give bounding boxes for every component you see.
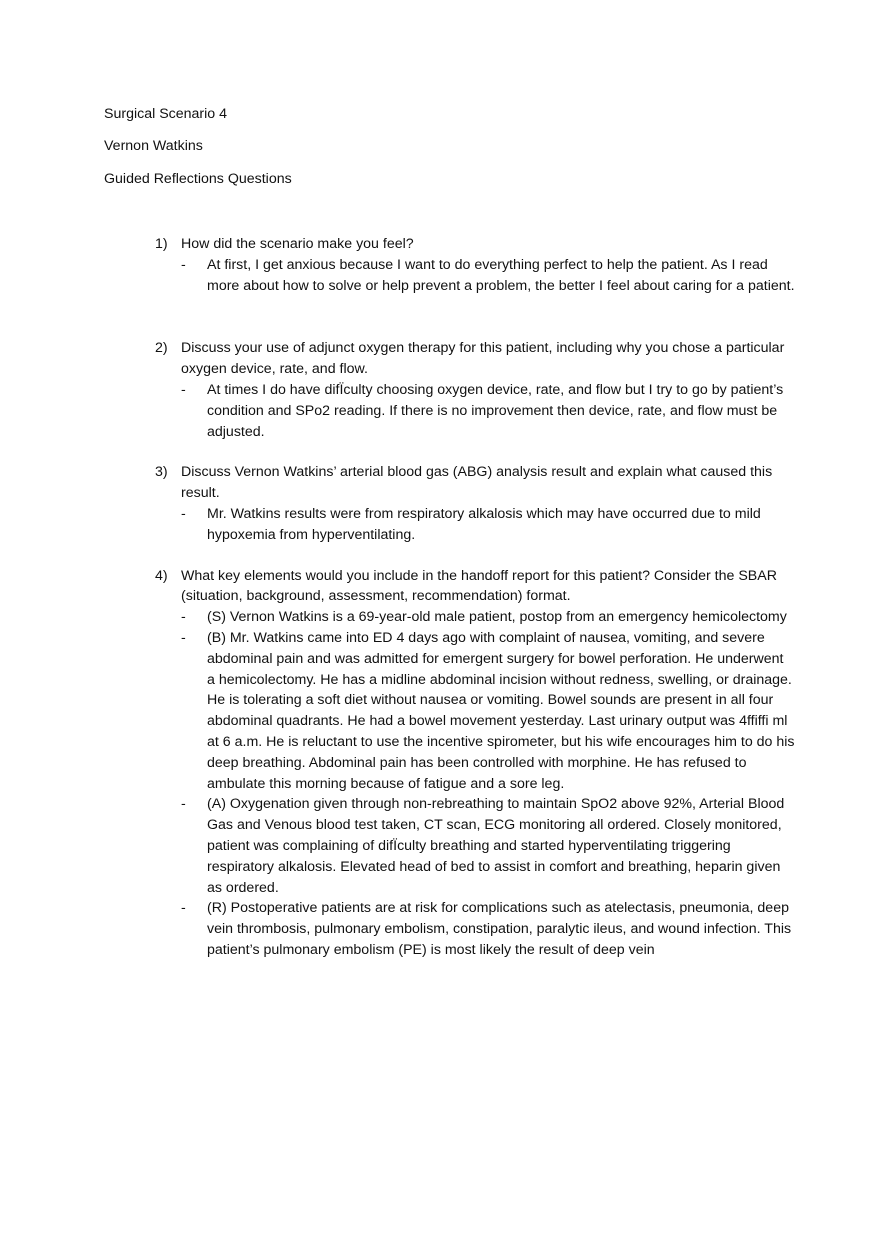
question-item: [155, 338, 795, 442]
answer-text: (B) Mr. Watkins came into ED 4 days ago with complaint of nausea, vomiting, and severe abdominal pain and was admitted for emergent surgery for bowel perforation. He underwent a hemicolectomy. He has a midline abdominal incision without redness, swelling, or drainage. He is tolerating a soft diet without nausea or vomiting. Bowel sounds are present in all four abdominal quadrants. He had a bowel movement yesterday. Last urinary output was 4ffiffi ml at 6 a.m. He is reluctant to use the incentive spirometer, but his wife encourages him to do his deep breathing. Abdominal pain has been controlled with morphine. He has refused to ambulate this morning because of fatigue and a sore leg.: [207, 629, 795, 792]
answer-dash: -: [181, 900, 186, 917]
answer-item: [155, 504, 795, 546]
question-text: What key elements would you include in the handoff report for this patient? Consider the SBAR (situation, background, assessment, recommendation) format.: [181, 567, 777, 605]
question-row: [155, 234, 795, 255]
question-item: [155, 462, 795, 545]
question-item: [155, 234, 795, 296]
document-title: Surgical Scenario 4: [104, 106, 228, 122]
question-list: [155, 234, 795, 961]
answer-item: [155, 794, 795, 898]
answer-text: At times I do have difÏculty choosing oxygen device, rate, and flow but I try to go by patient’s condition and SPo2 reading. If there is no improvement then device, rate, and flow must be adjusted.: [207, 381, 784, 440]
answer-dash: -: [181, 796, 186, 813]
answer-item: [155, 898, 795, 960]
question-number: 2): [155, 340, 168, 357]
answer-dash: -: [181, 256, 186, 273]
question-text: Discuss Vernon Watkins’ arterial blood gas (ABG) analysis result and explain what caused this result.: [181, 464, 773, 502]
spacer: [155, 442, 795, 462]
answer-list: [155, 607, 795, 961]
answer-list: [155, 504, 795, 546]
answer-text: (R) Postoperative patients are at risk for complications such as atelectasis, pneumonia, deep vein thrombosis, pulmonary embolism, constipation, paralytic ileus, and wound infection. This patient’s pulmonary embolism (PE) is most likely the result of deep vein: [207, 900, 792, 958]
question-number: 3): [155, 464, 168, 481]
answer-text: (A) Oxygenation given through non-rebreathing to maintain SpO2 above 92%, Arterial Blood Gas and Venous blood test taken, CT scan, ECG monitoring all ordered. Closely monitored, patient was complaining of difÏculty breathing and started hyperventilating triggering respiratory alkalosis. Elevated head of bed to assist in comfort and breathing, heparin given as ordered.: [207, 796, 785, 896]
question-row: [155, 338, 795, 380]
answer-item: [155, 380, 795, 442]
question-row: [155, 566, 795, 608]
question-text: How did the scenario make you feel?: [181, 236, 414, 252]
answer-dash: -: [181, 609, 186, 626]
question-item: [155, 566, 795, 961]
question-number: 1): [155, 236, 168, 252]
answer-item: [155, 255, 795, 297]
answer-dash: -: [181, 505, 186, 522]
answer-list: [155, 380, 795, 442]
document-subtitle: Guided Reflections Questions: [104, 171, 292, 187]
answer-dash: -: [181, 381, 186, 398]
answer-dash: -: [181, 629, 186, 646]
answer-text: At first, I get anxious because I want to do everything perfect to help the patient. As I read more about how to solve or help prevent a problem, the better I feel about caring for a patient.: [207, 256, 795, 294]
question-text: Discuss your use of adjunct oxygen therapy for this patient, including why you chose a particular oxygen device, rate, and flow.: [181, 340, 785, 378]
patient-name: Vernon Watkins: [104, 138, 203, 154]
answer-list: [155, 255, 795, 297]
answer-text: Mr. Watkins results were from respiratory alkalosis which may have occurred due to mild hypoxemia from hyperventilating.: [207, 505, 761, 543]
spacer: [155, 296, 795, 338]
question-number: 4): [155, 567, 168, 584]
answer-text: (S) Vernon Watkins is a 69-year-old male patient, postop from an emergency hemicolectomy: [207, 609, 787, 626]
question-row: [155, 462, 795, 504]
spacer: [155, 546, 795, 566]
answer-item: [155, 628, 795, 794]
answer-item: [155, 607, 795, 628]
